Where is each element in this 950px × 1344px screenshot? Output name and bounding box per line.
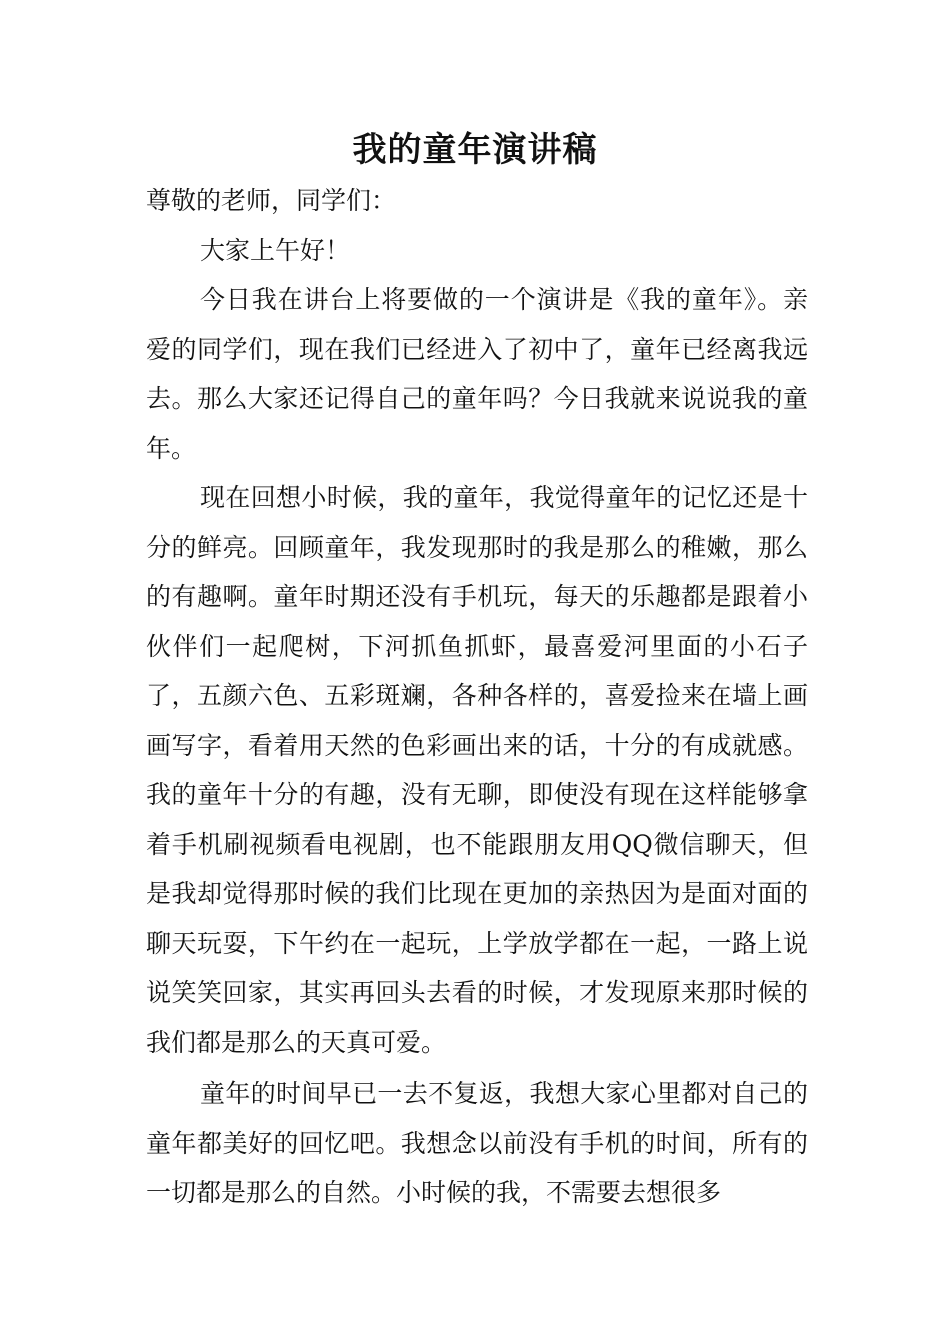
salutation: 尊敬的老师，同学们： bbox=[146, 186, 397, 215]
document-title: 我的童年演讲稿 bbox=[352, 130, 598, 170]
paragraph-memories: 现在回想小时候，我的童年，我觉得童年的记忆还是十分的鲜亮。回顾童年，我发现那时的我是那么的稚嫩，那么的有趣啊。童年时期还没有手机玩，每天的乐趣都是跟着小伙伴们一起爬树，下河抓鱼抓虾，最喜爱河里面的小石子了，五颜六色、五彩斑斓，各种各样的，喜爱捡来在墙上画画写字，看着用天然的色彩画出来的话，十分的有成就感。我的童年十分的有趣，没有无聊，即使没有现在这样能够拿着手机刷视频看电视剧，也不能跟朋友用QQ微信聊天，但是我却觉得那时候的我们比现在更加的亲热因为是面对面的聊天玩耍，下午约在一起玩，上学放学都在一起，一路上说说笑笑回家，其实再回头去看的时候，才发现原来那时候的我们都是那么的天真可爱。 bbox=[146, 483, 808, 1057]
paragraph-intro: 今日我在讲台上将要做的一个演讲是《我的童年》。亲爱的同学们，现在我们已经进入了初中了，童年已经离我远去。那么大家还记得自己的童年吗？今日我就来说说我的童年。 bbox=[146, 285, 808, 463]
paragraph-reflection: 童年的时间早已一去不复返，我想大家心里都对自己的童年都美好的回忆吧。我想念以前没有手机的时间，所有的一切都是那么的自然。小时候的我，不需要去想很多 bbox=[146, 1079, 808, 1207]
paragraph-greeting: 大家上午好！ bbox=[200, 236, 351, 265]
